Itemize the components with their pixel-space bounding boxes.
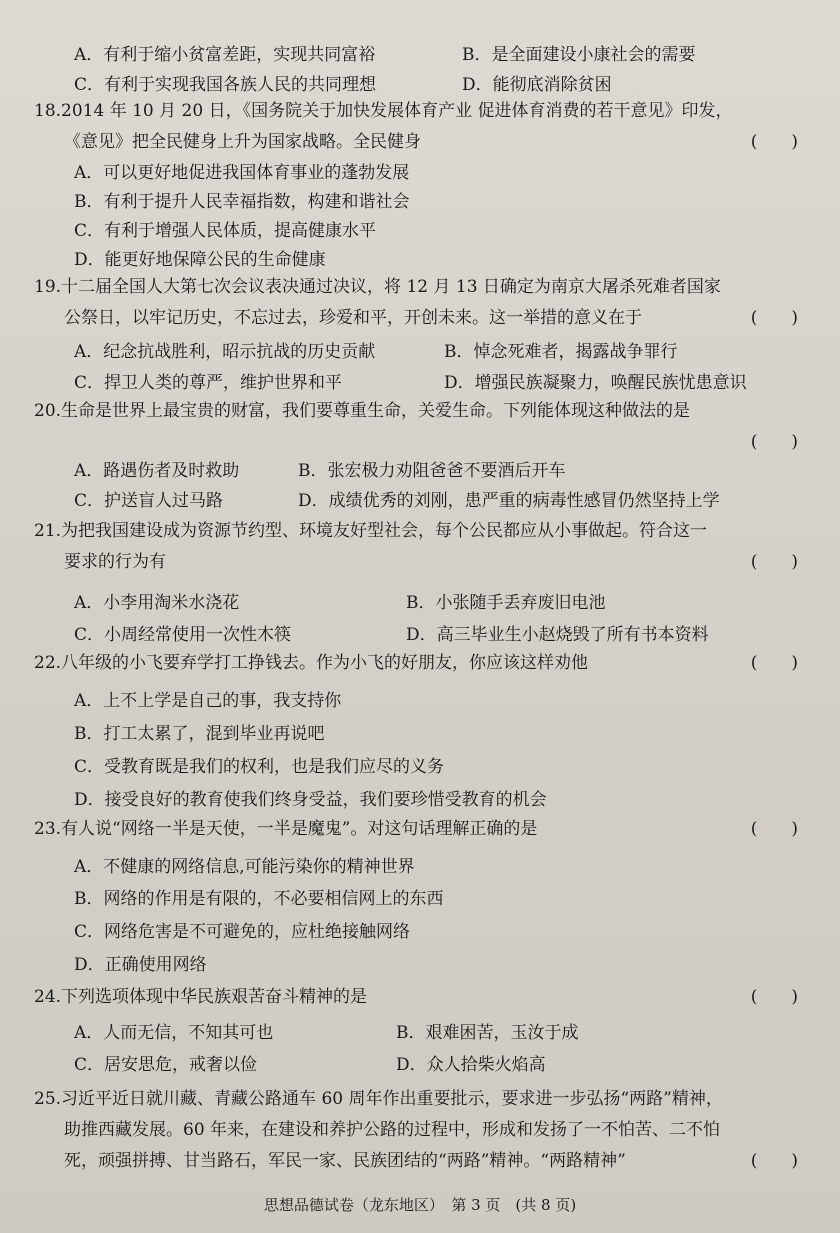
q25-stem-line-2: 助推西藏发展。60 年来，在建设和养护公路的过程中，形成和发扬了一不怕苦、二不怕 — [64, 1120, 721, 1140]
q25-answer-paren: ( ) — [750, 1151, 798, 1171]
q19-stem-line-2: 公祭日，以牢记历史，不忘过去，珍爱和平，开创未来。这一举措的意义在于 — [64, 308, 642, 328]
q21-stem-line-1: 21.为把我国建设成为资源节约型、环境友好型社会，每个公民都应从小事做起。符合这一 — [34, 521, 708, 541]
page-footer: 思想品德试卷（龙东地区） 第 3 页 (共 8 页) — [263, 1196, 577, 1214]
q22-option-a: A．上不上学是自己的事，我支持你 — [74, 691, 342, 711]
q23-option-b: B．网络的作用是有限的，不必要相信网上的东西 — [74, 889, 444, 909]
q18-stem-line-2: 《意见》把全民健身上升为国家战略。全民健身 — [64, 132, 421, 152]
q24-stem-line-1: 24.下列选项体现中华民族艰苦奋斗精神的是 — [34, 987, 368, 1007]
q18-answer-paren: ( ) — [750, 132, 798, 152]
q18-option-b: B．有利于提升人民幸福指数，构建和谐社会 — [74, 192, 410, 212]
question-25-stem — [34, 1084, 804, 1177]
q17-option-b: B．是全面建设小康社会的需要 — [462, 45, 696, 65]
q23-option-a: A．不健康的网络信息,可能污染你的精神世界 — [74, 857, 415, 877]
q23-answer-paren: ( ) — [750, 819, 798, 839]
q21-option-a: A．小李用淘米水浇花 — [74, 593, 240, 613]
q24-option-b: B．艰难困苦，玉汝于成 — [396, 1023, 579, 1043]
q23-option-d: D．正确使用网络 — [74, 955, 207, 975]
q25-stem-line-1: 25.习近平近日就川藏、青藏公路通车 60 周年作出重要批示，要求进一步弘扬“两路”精神， — [34, 1089, 723, 1109]
q18-stem-line-1: 18.2014 年 10 月 20 日，《国务院关于加快发展体育产业 促进体育消费的若干意见》印发， — [34, 101, 733, 121]
q24-option-d: D．众人拾柴火焰高 — [396, 1055, 546, 1075]
question-24-stem — [34, 982, 804, 1013]
q20-answer-paren: ( ) — [750, 432, 798, 452]
q20-option-c: C．护送盲人过马路 — [74, 491, 224, 511]
q21-answer-paren: ( ) — [750, 552, 798, 572]
question-18-stem — [34, 96, 804, 158]
q24-option-a: A．人而无信，不知其可也 — [74, 1023, 274, 1043]
q22-answer-paren: ( ) — [750, 653, 798, 673]
question-20-stem — [34, 396, 804, 452]
q19-option-d: D．增强民族凝聚力，唤醒民族忧患意识 — [444, 373, 747, 393]
q17-option-d: D．能彻底消除贫困 — [462, 75, 612, 95]
q19-option-b: B．悼念死难者，揭露战争罪行 — [444, 342, 678, 362]
q22-option-c: C．受教育既是我们的权利，也是我们应尽的义务 — [74, 757, 445, 777]
q21-stem-line-2: 要求的行为有 — [64, 552, 166, 572]
q20-option-a: A．路遇伤者及时救助 — [74, 461, 240, 481]
q21-option-d: D．高三毕业生小赵烧毁了所有书本资料 — [406, 625, 709, 645]
q17-option-c: C．有利于实现我国各族人民的共同理想 — [74, 75, 377, 95]
q19-option-a: A．纪念抗战胜利，昭示抗战的历史贡献 — [74, 342, 376, 362]
q20-option-b: B．张宏极力劝阻爸爸不要酒后开车 — [298, 461, 566, 481]
q17-option-a: A．有利于缩小贫富差距，实现共同富裕 — [74, 45, 376, 65]
q21-option-b: B．小张随手丢弃废旧电池 — [406, 593, 606, 613]
question-19-stem — [34, 272, 804, 334]
q19-answer-paren: ( ) — [750, 308, 798, 328]
q18-option-a: A．可以更好地促进我国体育事业的蓬勃发展 — [74, 163, 410, 183]
q23-option-c: C．网络危害是不可避免的，应杜绝接触网络 — [74, 922, 411, 942]
q21-option-c: C．小周经常使用一次性木筷 — [74, 625, 292, 645]
q19-option-c: C．捍卫人类的尊严，维护世界和平 — [74, 373, 343, 393]
q22-option-d: D．接受良好的教育使我们终身受益，我们要珍惜受教育的机会 — [74, 790, 547, 810]
q23-stem-line-1: 23.有人说“网络一半是天使，一半是魔鬼”。对这句话理解正确的是 — [34, 819, 538, 839]
q22-stem-line-1: 22.八年级的小飞要弃学打工挣钱去。作为小飞的好朋友，你应该这样劝他 — [34, 653, 589, 673]
q18-option-c: C．有利于增强人民体质，提高健康水平 — [74, 221, 377, 241]
question-21-stem — [34, 516, 804, 578]
q24-option-c: C．居安思危，戒奢以俭 — [74, 1055, 258, 1075]
q20-stem-line-1: 20.生命是世界上最宝贵的财富，我们要尊重生命，关爱生命。下列能体现这种做法的是 — [34, 401, 691, 421]
q24-answer-paren: ( ) — [750, 987, 798, 1007]
question-22-stem — [34, 648, 804, 679]
q19-stem-line-1: 19.十二届全国人大第七次会议表决通过决议，将 12 月 13 日确定为南京大屠杀死难者国家 — [34, 277, 721, 297]
q22-option-b: B．打工太累了，混到毕业再说吧 — [74, 724, 325, 744]
q25-stem-line-3: 死，顽强拼搏、甘当路石，军民一家、民族团结的“两路”精神。“两路精神” — [64, 1151, 626, 1171]
q18-option-d: D．能更好地保障公民的生命健康 — [74, 250, 326, 270]
q20-option-d: D．成绩优秀的刘刚，患严重的病毒性感冒仍然坚持上学 — [298, 491, 720, 511]
question-23-stem — [34, 814, 804, 845]
